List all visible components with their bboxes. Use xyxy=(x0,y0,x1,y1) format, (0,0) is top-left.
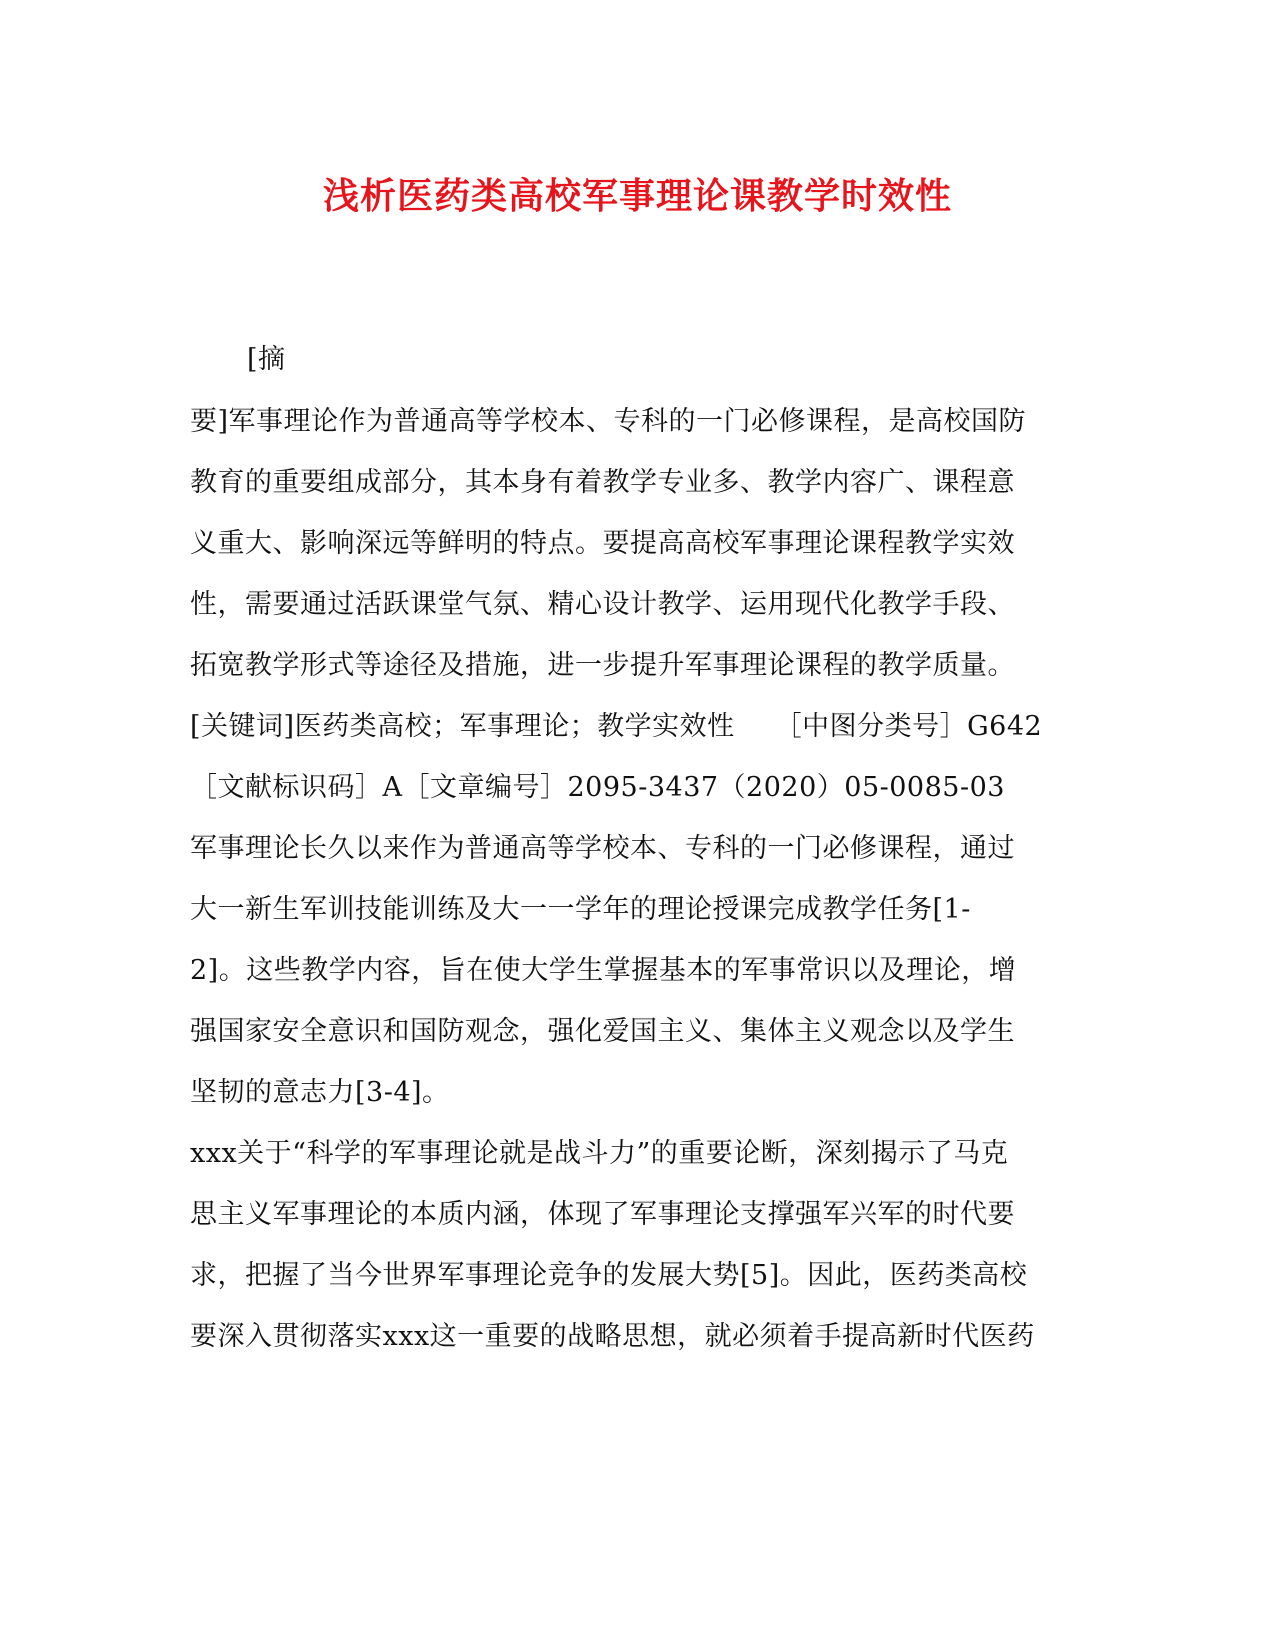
abstract-line-5: 拓宽教学形式等途径及措施，进一步提升军事理论课程的教学质量。 xyxy=(190,650,1015,681)
keywords-line xyxy=(190,707,1042,747)
page-title: 浅析医药类高校军事理论课教学时效性 xyxy=(322,175,952,217)
paragraph-3-line-3: 求，把握了当今世界军事理论竞争的发展大势[5]。因此，医药类高校 xyxy=(190,1260,1028,1291)
paragraph-2-line-4: 强国家安全意识和国防观念，强化爱国主义、集体主义观念以及学生 xyxy=(190,1016,1015,1047)
keywords: [关键词]医药类高校；军事理论；教学实效性 xyxy=(190,711,735,742)
abstract-line-1: 要]军事理论作为普通高等学校本、专科的一门必修课程，是高校国防 xyxy=(190,406,1027,437)
classification-number: ［中图分类号］G642 xyxy=(774,711,1043,742)
paragraph-2-line-3: 2]。这些教学内容，旨在使大学生掌握基本的军事常识以及理论，增 xyxy=(190,955,1017,986)
document-code-line: ［文献标识码］A［文章编号］2095-3437（2020）05-0085-03 xyxy=(190,772,1005,803)
abstract-line-4: 性，需要通过活跃课堂气氛、精心设计教学、运用现代化教学手段、 xyxy=(190,589,1015,620)
paragraph-2-line-1: 军事理论长久以来作为普通高等学校本、专科的一门必修课程，通过 xyxy=(190,833,1015,864)
paragraph-3-line-2: 思主义军事理论的本质内涵，体现了军事理论支撑强军兴军的时代要 xyxy=(190,1199,1015,1230)
abstract-line-2: 教育的重要组成部分，其本身有着教学专业多、教学内容广、课程意 xyxy=(190,467,1015,498)
paragraph-2-line-5: 坚韧的意志力[3-4]。 xyxy=(190,1077,450,1108)
abstract-line-3: 义重大、影响深远等鲜明的特点。要提高高校军事理论课程教学实效 xyxy=(190,528,1015,559)
paragraph-2-line-2: 大一新生军训技能训练及大一一学年的理论授课完成教学任务[1- xyxy=(190,894,971,925)
abstract-open: [摘 xyxy=(247,344,286,375)
paragraph-3-line-4: 要深入贯彻落实xxx这一重要的战略思想，就必须着手提高新时代医药 xyxy=(190,1321,1035,1352)
paragraph-3-line-1: xxx关于“科学的军事理论就是战斗力”的重要论断，深刻揭示了马克 xyxy=(190,1138,1009,1169)
